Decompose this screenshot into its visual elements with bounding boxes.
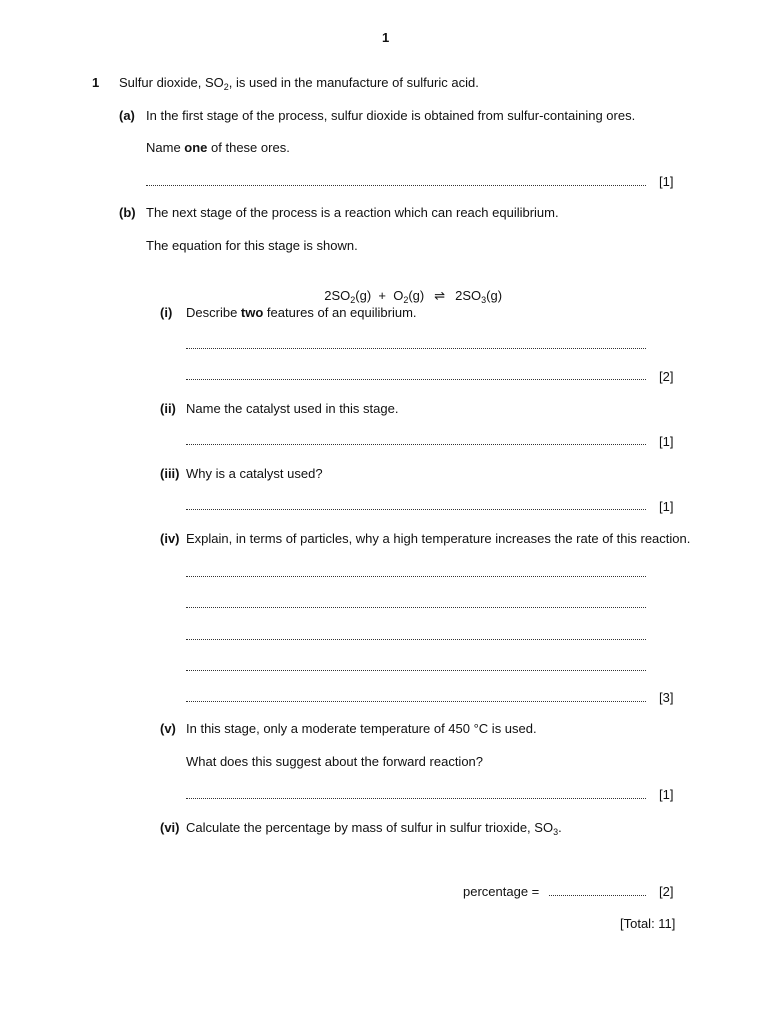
equilibrium-arrow-icon: ⇌ (434, 289, 446, 304)
eq-part-4: 2SO (455, 288, 482, 303)
part-b-iii-label: (iii) (160, 466, 180, 481)
part-a-instruction-pre: Name (146, 140, 185, 155)
answer-line-b-iv-4[interactable] (186, 670, 646, 671)
eq-part-3: (g) (408, 288, 425, 303)
answer-line-b-iv-5[interactable] (186, 701, 646, 702)
mark-b-iv: [3] (659, 690, 674, 705)
mark-b-iii: [1] (659, 499, 674, 514)
part-b-i-pre: Describe (186, 305, 241, 320)
mark-b-ii: [1] (659, 434, 674, 449)
answer-line-b-v[interactable] (186, 798, 646, 799)
part-b-i-bold: two (240, 305, 264, 320)
answer-line-b-iv-3[interactable] (186, 639, 646, 640)
part-b-v-text: In this stage, only a moderate temperature of 450 °C is used. (186, 721, 537, 736)
mark-a: [1] (659, 174, 674, 189)
answer-line-b-i-1[interactable] (186, 348, 646, 349)
part-b-vi-text (186, 820, 562, 836)
part-b-i-text (186, 305, 417, 321)
part-a-instruction (146, 140, 290, 156)
part-b-vi-sub: 3 (553, 827, 559, 837)
eq-sub-2: 2 (403, 295, 409, 305)
stem-subscript: 2 (223, 82, 229, 92)
part-b-iv-text: Explain, in terms of particles, why a high temperature increases the rate of this reaction. (186, 531, 691, 546)
part-a-instruction-post: of these ores. (207, 140, 290, 155)
answer-line-b-iv-2[interactable] (186, 607, 646, 608)
percentage-label: percentage = (463, 884, 540, 899)
part-b-vi-post: . (558, 820, 562, 835)
part-b-label: (b) (119, 205, 136, 220)
mark-b-vi: [2] (659, 884, 674, 899)
answer-line-b-iv-1[interactable] (186, 576, 646, 577)
part-b-equation-intro: The equation for this stage is shown. (146, 238, 358, 253)
part-b-vi-label: (vi) (160, 820, 180, 835)
part-b-ii-text: Name the catalyst used in this stage. (186, 401, 399, 416)
part-b-v-label: (v) (160, 721, 176, 736)
question-stem (119, 75, 479, 91)
page-number: 1 (382, 30, 390, 45)
answer-line-b-iii[interactable] (186, 509, 646, 510)
question-number: 1 (92, 75, 100, 90)
mark-b-i: [2] (659, 369, 674, 384)
eq-part-5: (g) (486, 288, 503, 303)
equation (317, 272, 502, 305)
answer-line-a[interactable] (146, 185, 646, 186)
answer-line-b-ii[interactable] (186, 444, 646, 445)
eq-part-1: 2SO (324, 288, 351, 303)
part-b-iii-text: Why is a catalyst used? (186, 466, 323, 481)
part-b-i-post: features of an equilibrium. (263, 305, 417, 320)
part-b-text: The next stage of the process is a reaction which can reach equilibrium. (146, 205, 559, 220)
answer-line-percentage[interactable] (549, 895, 646, 896)
part-b-vi-pre: Calculate the percentage by mass of sulfur in sulfur trioxide, SO (186, 820, 554, 835)
stem-text-2: , is used in the manufacture of sulfuric acid. (228, 75, 479, 90)
part-a-label: (a) (119, 108, 135, 123)
part-b-iv-label: (iv) (160, 531, 180, 546)
total-marks: [Total: 11] (620, 916, 676, 931)
answer-line-b-i-2[interactable] (186, 379, 646, 380)
eq-sub-1: 2 (350, 295, 356, 305)
eq-part-2: (g) + O (355, 288, 404, 303)
part-b-ii-label: (ii) (160, 401, 176, 416)
part-a-text: In the first stage of the process, sulfur dioxide is obtained from sulfur-containing ores. (146, 108, 636, 123)
mark-b-v: [1] (659, 787, 674, 802)
part-a-instruction-bold: one (184, 140, 208, 155)
part-b-v-question: What does this suggest about the forward reaction? (186, 754, 484, 769)
stem-text-1: Sulfur dioxide, SO (119, 75, 224, 90)
eq-sub-3: 3 (481, 295, 487, 305)
part-b-i-label: (i) (160, 305, 173, 320)
